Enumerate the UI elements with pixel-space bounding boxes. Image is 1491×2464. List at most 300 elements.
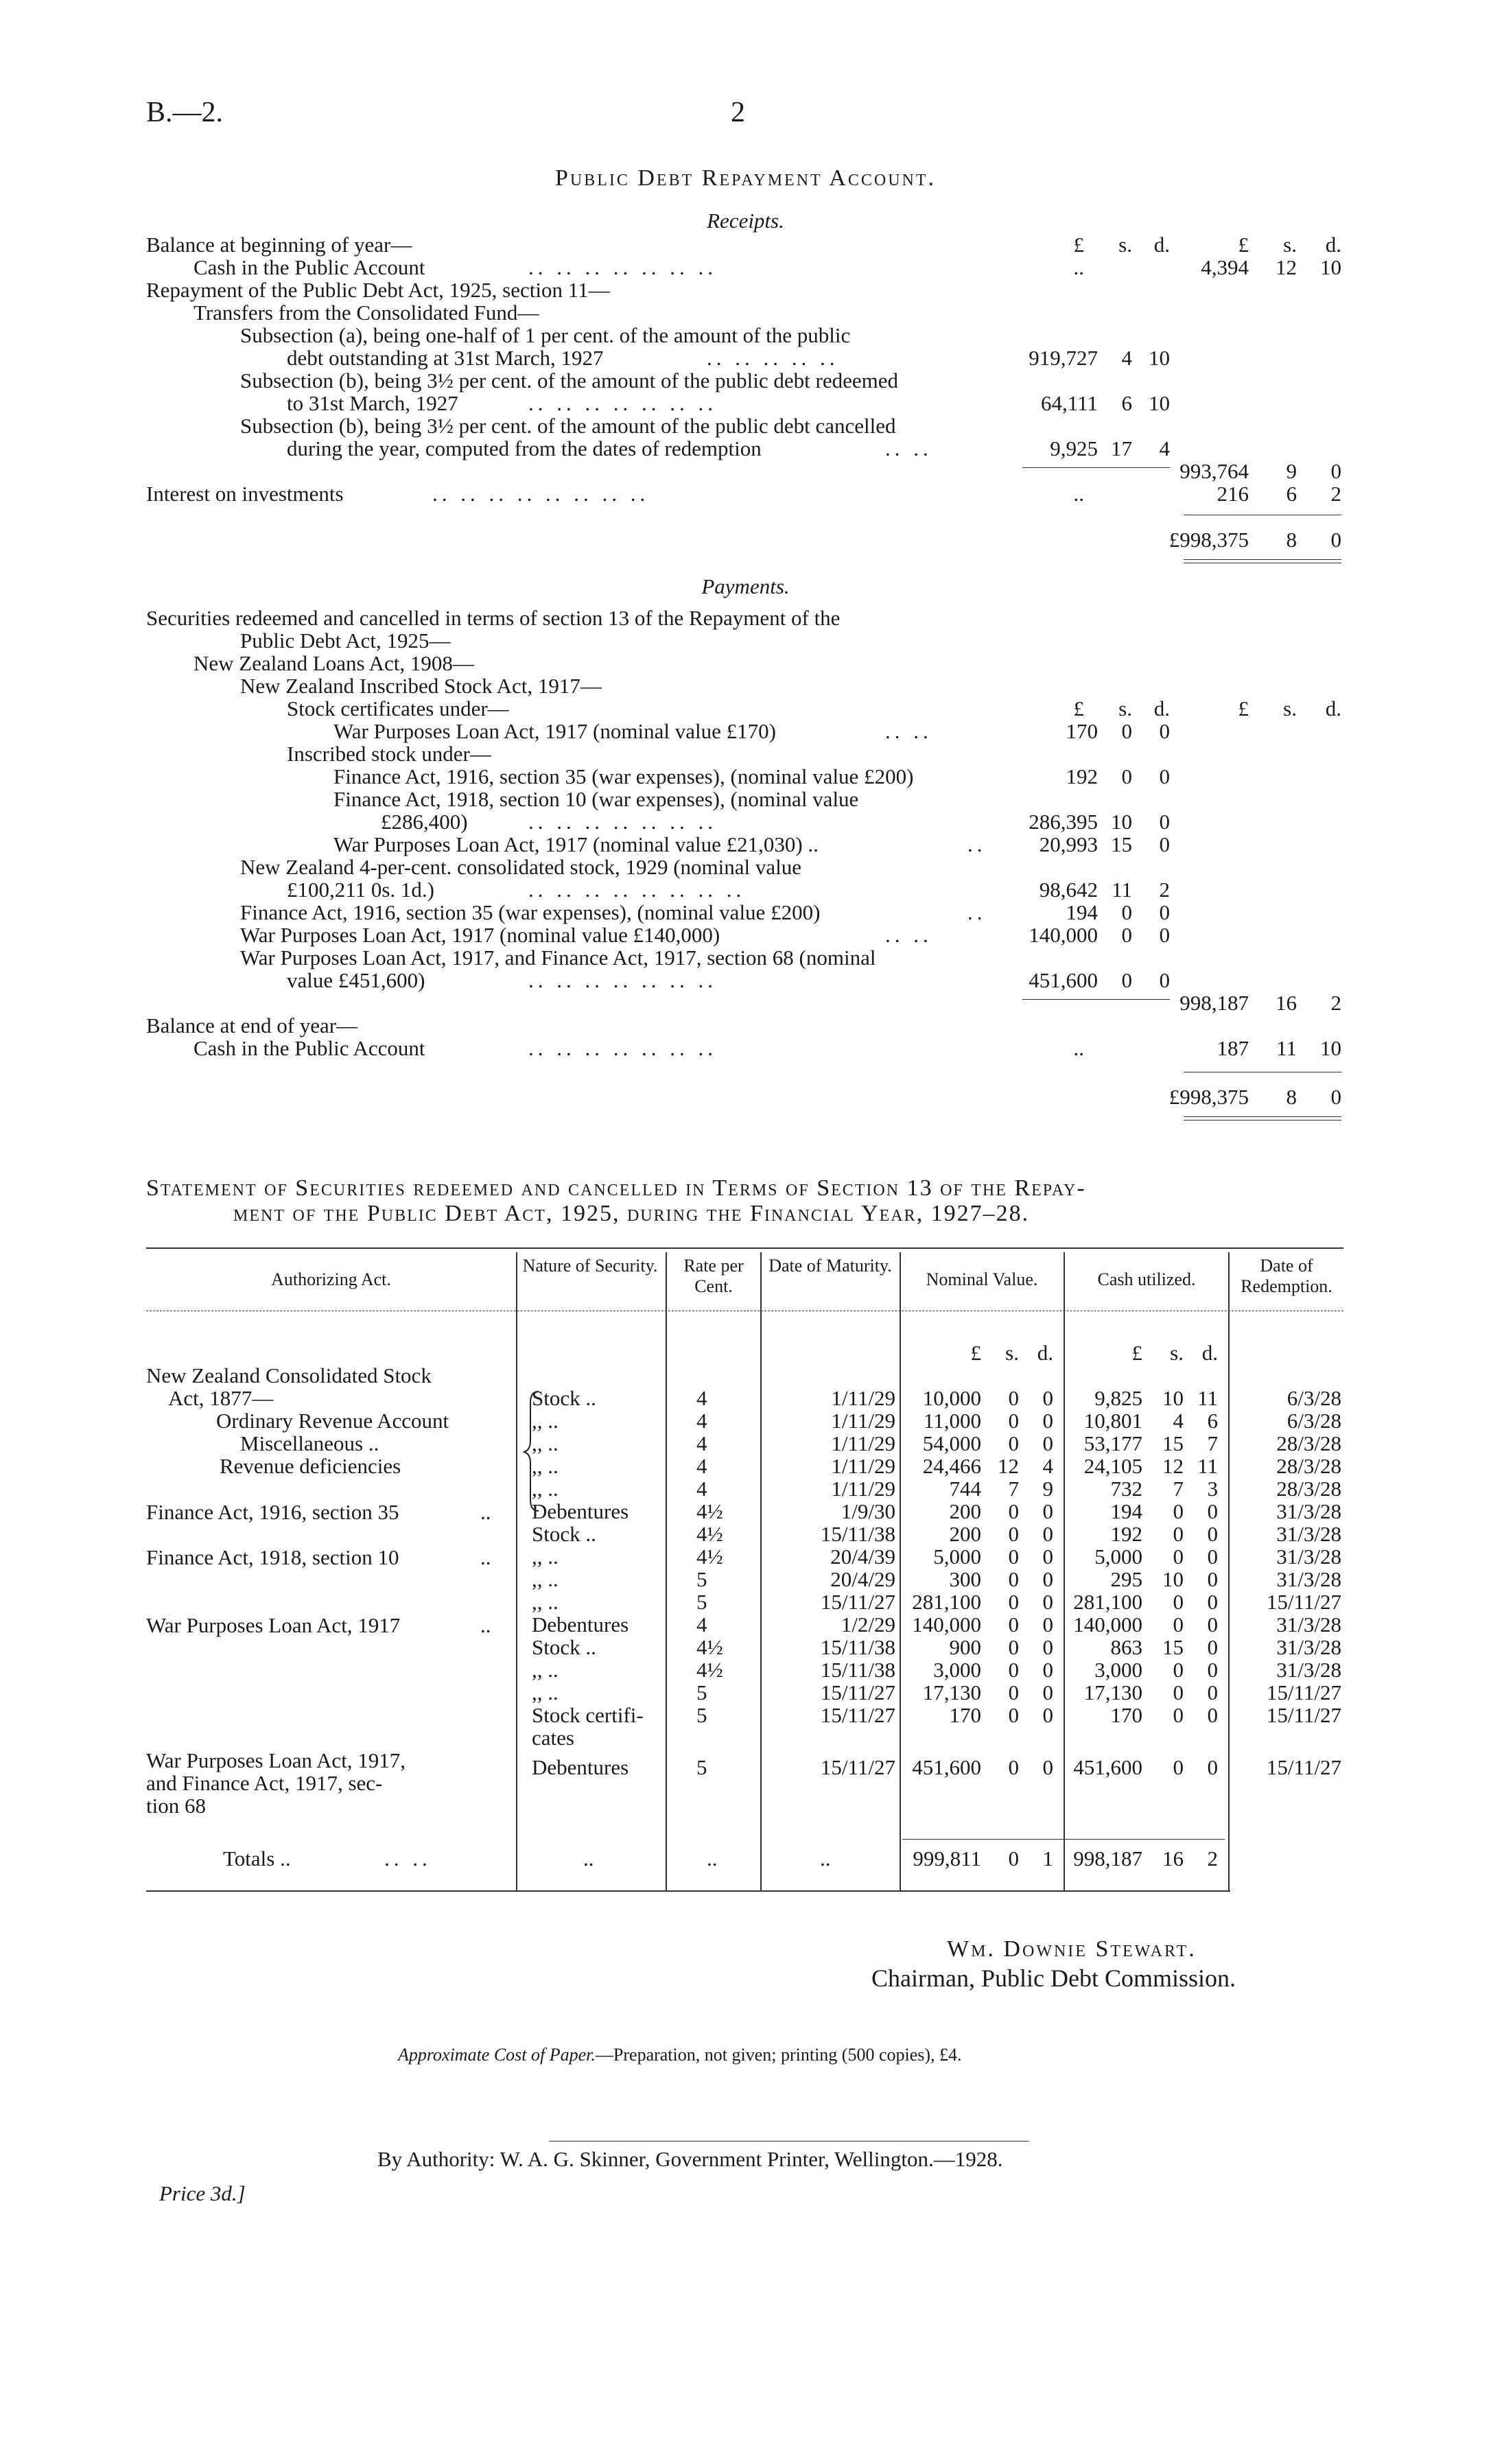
cell-nl: 140,000 xyxy=(912,1612,981,1636)
cell-cd: 11 xyxy=(1197,1386,1218,1410)
payment-line: Stock certificates under— xyxy=(287,696,509,720)
amount-pence: 2 xyxy=(1159,878,1170,902)
amount-pounds: 4,394 xyxy=(1201,255,1249,279)
cell-cs: 0 xyxy=(1173,1545,1184,1569)
cell-nl: 10,000 xyxy=(922,1386,981,1410)
total-nominal-pence: 1 xyxy=(1042,1846,1053,1870)
cell-nl: 3,000 xyxy=(933,1658,981,1682)
receipt-line: Transfers from the Consolidated Fund— xyxy=(193,301,539,325)
amount-pounds: 286,395 xyxy=(1029,810,1098,834)
payment-line: War Purposes Loan Act, 1917 (nominal value £140,000) xyxy=(240,923,720,947)
payments-heading: Payments. xyxy=(701,574,790,598)
leader-dots: .. xyxy=(1073,482,1084,506)
total-shillings: 8 xyxy=(1286,1085,1297,1109)
subtotal-rule xyxy=(1022,467,1170,468)
cell-red: 28/3/28 xyxy=(1276,1454,1341,1478)
cell-maturity: 1/11/29 xyxy=(831,1386,895,1410)
act-label: War Purposes Loan Act, 1917, xyxy=(146,1748,406,1772)
amount-shillings: 0 xyxy=(1121,968,1132,992)
leader-dots: .. .. .. .. .. .. .. xyxy=(528,968,717,992)
header-cash: Cash utilized. xyxy=(1097,1269,1196,1289)
cell-red: 28/3/28 xyxy=(1276,1431,1341,1455)
amount-pence: 10 xyxy=(1320,1036,1341,1060)
cell-rate: 4 xyxy=(696,1477,707,1501)
amount-pence: 0 xyxy=(1159,832,1170,856)
cell-nature: Stock .. xyxy=(532,1522,596,1546)
amount-pence: 0 xyxy=(1159,764,1170,788)
cell-maturity: 15/11/27 xyxy=(820,1590,895,1614)
cell-cs: 0 xyxy=(1173,1680,1184,1704)
cell-nature: ,, .. xyxy=(532,1477,559,1501)
total-pounds: £998,375 xyxy=(1169,528,1249,552)
cell-nd: 0 xyxy=(1042,1658,1053,1682)
col-head-shillings: s. xyxy=(1118,233,1132,257)
cell-cl: 281,100 xyxy=(1073,1590,1142,1614)
payment-line: War Purposes Loan Act, 1917 (nominal value £21,030) .. xyxy=(333,832,819,856)
amount-shillings: 4 xyxy=(1121,346,1132,370)
cell-cs: 4 xyxy=(1173,1409,1184,1433)
cell-nd: 0 xyxy=(1042,1522,1053,1546)
leader-dots: .. xyxy=(967,900,987,924)
cell-red: 31/3/28 xyxy=(1276,1635,1341,1659)
cell-maturity: 15/11/38 xyxy=(820,1522,895,1546)
cash-unit-pounds: £ xyxy=(1131,1341,1142,1365)
amount-pounds: 9,925 xyxy=(1050,436,1098,460)
amount-shillings: 6 xyxy=(1286,482,1297,506)
total-pence: 0 xyxy=(1330,1085,1341,1109)
cell-rate: 5 xyxy=(696,1680,707,1704)
cell-ns: 7 xyxy=(1008,1477,1019,1501)
payment-line: New Zealand Inscribed Stock Act, 1917— xyxy=(240,674,602,698)
cell-nd: 0 xyxy=(1042,1409,1053,1433)
cost-label: Approximate Cost of Paper. xyxy=(398,2045,596,2065)
cell-ns: 0 xyxy=(1008,1522,1019,1546)
cell-ns: 0 xyxy=(1008,1386,1019,1410)
leader-dots: .. .. .. .. .. xyxy=(707,346,839,370)
amount-pounds: 187 xyxy=(1217,1036,1249,1060)
total-cash-pounds: 998,187 xyxy=(1073,1846,1142,1870)
cell-nd: 0 xyxy=(1042,1612,1053,1636)
total-pounds: £998,375 xyxy=(1169,1085,1249,1109)
total-nominal-shillings: 0 xyxy=(1008,1846,1019,1870)
payment-line: Public Debt Act, 1925— xyxy=(240,629,451,653)
amount-shillings: 0 xyxy=(1121,764,1132,788)
cell-cd: 7 xyxy=(1207,1431,1218,1455)
cell-cd: 0 xyxy=(1207,1680,1218,1704)
cell-ns: 0 xyxy=(1008,1658,1019,1682)
column-divider xyxy=(1228,1252,1230,1890)
cell-cs: 0 xyxy=(1173,1612,1184,1636)
cell-ns: 0 xyxy=(1008,1635,1019,1659)
payment-line: War Purposes Loan Act, 1917 (nominal value £170) xyxy=(333,719,776,743)
cell-cl: 170 xyxy=(1110,1703,1142,1727)
amount-pounds: 98,642 xyxy=(1039,878,1098,902)
header-rate: Rate per Cent. xyxy=(683,1256,744,1296)
cell-maturity: 15/11/27 xyxy=(820,1680,895,1704)
act-label: tion 68 xyxy=(146,1794,206,1818)
payment-line: Cash in the Public Account xyxy=(193,1036,425,1060)
cell-cl: 53,177 xyxy=(1083,1431,1142,1455)
cell-maturity: 1/2/29 xyxy=(841,1612,895,1636)
amount-shillings: 0 xyxy=(1121,719,1132,743)
amount-shillings: 0 xyxy=(1121,923,1132,947)
cell-nl: 170 xyxy=(949,1703,981,1727)
amount-pounds: 919,727 xyxy=(1029,346,1098,370)
amount-pence: 0 xyxy=(1159,968,1170,992)
cell-nature: ,, .. xyxy=(532,1431,559,1455)
cell-red: 28/3/28 xyxy=(1276,1477,1341,1501)
amount-shillings: 15 xyxy=(1111,832,1132,856)
cell-cs: 15 xyxy=(1162,1635,1184,1659)
cell-maturity: 1/9/30 xyxy=(841,1499,895,1523)
cell-cd: 0 xyxy=(1207,1545,1218,1569)
cell-cs: 7 xyxy=(1173,1477,1184,1501)
authority-line: By Authority: W. A. G. Skinner, Government Printer, Wellington.—1928. xyxy=(377,2147,1003,2171)
cell-cd: 3 xyxy=(1207,1477,1218,1501)
act-label: New Zealand Consolidated Stock xyxy=(146,1363,432,1387)
amount-shillings: 17 xyxy=(1111,436,1132,460)
amount-pence: 0 xyxy=(1159,810,1170,834)
payment-line: value £451,600) xyxy=(287,968,425,992)
act-label: Finance Act, 1918, section 10 xyxy=(146,1545,399,1569)
cell-cs: 0 xyxy=(1173,1522,1184,1546)
cell-cd: 0 xyxy=(1207,1755,1218,1779)
cell-nature: Stock certifi- xyxy=(532,1703,644,1727)
cell-rate: 5 xyxy=(696,1755,707,1779)
cell-cl: 3,000 xyxy=(1094,1658,1142,1682)
cell-cl: 9,825 xyxy=(1094,1386,1142,1410)
cell-cl: 732 xyxy=(1110,1477,1142,1501)
footer-rule xyxy=(549,2141,1029,2142)
leader-dots: .. .. xyxy=(384,1846,432,1870)
cost-note xyxy=(398,2045,962,2065)
cell-ns: 0 xyxy=(1008,1545,1019,1569)
amount-shillings: 0 xyxy=(1121,900,1132,924)
cell-maturity: 15/11/27 xyxy=(820,1703,895,1727)
cell-nd: 9 xyxy=(1042,1477,1053,1501)
payment-line: Securities redeemed and cancelled in terms of section 13 of the Repayment of the xyxy=(146,606,841,630)
amount-pence: 0 xyxy=(1159,719,1170,743)
cell-nl: 5,000 xyxy=(933,1545,981,1569)
cell-red: 15/11/27 xyxy=(1266,1680,1341,1704)
amount-pounds: 451,600 xyxy=(1029,968,1098,992)
total-nominal-pounds: 999,811 xyxy=(913,1846,981,1870)
cell-rate: 4 xyxy=(696,1454,707,1478)
cell-nd: 0 xyxy=(1042,1590,1053,1614)
act-label: Ordinary Revenue Account xyxy=(216,1409,449,1433)
cell-ns: 0 xyxy=(1008,1567,1019,1591)
cell-maturity: 15/11/38 xyxy=(820,1635,895,1659)
totals-label: Totals .. xyxy=(223,1846,291,1870)
leader-dots: .. xyxy=(583,1846,594,1870)
cell-nd: 0 xyxy=(1042,1755,1053,1779)
cell-rate: 5 xyxy=(696,1703,707,1727)
cell-cd: 0 xyxy=(1207,1499,1218,1523)
cash-unit-pence: d. xyxy=(1201,1341,1218,1365)
receipt-line: Subsection (b), being 3½ per cent. of the amount of the public debt cancelled xyxy=(240,414,896,438)
cell-cl: 5,000 xyxy=(1094,1545,1142,1569)
cell-cs: 0 xyxy=(1173,1658,1184,1682)
cell-rate: 4½ xyxy=(696,1545,723,1569)
col-head-pence: d. xyxy=(1153,696,1170,720)
cell-nl: 11,000 xyxy=(923,1409,981,1433)
amount-pence: 2 xyxy=(1330,991,1341,1015)
payment-line: War Purposes Loan Act, 1917, and Finance Act, 1917, section 68 (nominal xyxy=(240,946,876,970)
cell-cl: 295 xyxy=(1110,1567,1142,1591)
cell-cs: 15 xyxy=(1162,1431,1184,1455)
cell-red: 31/3/28 xyxy=(1276,1522,1341,1546)
cell-nl: 200 xyxy=(949,1522,981,1546)
cell-rate: 4½ xyxy=(696,1635,723,1659)
totals-rule xyxy=(902,1839,1225,1840)
cell-red: 15/11/27 xyxy=(1266,1590,1341,1614)
cell-nature: ,, .. xyxy=(532,1545,559,1569)
header-nature: Nature of Security. xyxy=(522,1256,658,1276)
payment-line: Finance Act, 1918, section 10 (war expenses), (nominal value xyxy=(333,787,859,811)
document-reference: B.—2. xyxy=(146,97,224,128)
cell-maturity: 20/4/29 xyxy=(830,1567,895,1591)
leader-dots: .. .. .. .. .. .. .. xyxy=(528,1036,717,1060)
cell-nature: ,, .. xyxy=(532,1590,559,1614)
page-number: 2 xyxy=(731,97,745,128)
total-pence: 0 xyxy=(1330,528,1341,552)
payment-line: Inscribed stock under— xyxy=(287,742,491,766)
cell-cs: 0 xyxy=(1173,1499,1184,1523)
col-head-pounds-total: £ xyxy=(1238,696,1249,720)
amount-pounds: 216 xyxy=(1217,482,1249,506)
cell-rate: 5 xyxy=(696,1590,707,1614)
cell-nd: 0 xyxy=(1042,1431,1053,1455)
cell-red: 6/3/28 xyxy=(1287,1409,1341,1433)
receipt-line: Subsection (a), being one-half of 1 per cent. of the amount of the public xyxy=(240,323,851,347)
cell-nature: Debentures xyxy=(532,1755,629,1779)
receipt-line: Subsection (b), being 3½ per cent. of the amount of the public debt redeemed xyxy=(240,368,898,392)
col-head-pounds-total: £ xyxy=(1238,233,1249,257)
leader-dots: .. xyxy=(480,1613,491,1637)
amount-shillings: 10 xyxy=(1111,810,1132,834)
cell-ns: 0 xyxy=(1008,1612,1019,1636)
cell-nl: 17,130 xyxy=(922,1680,981,1704)
cell-maturity: 1/11/29 xyxy=(831,1477,895,1501)
cash-unit-shillings: s. xyxy=(1170,1341,1184,1365)
cell-rate: 4½ xyxy=(696,1658,723,1682)
cell-rate: 4 xyxy=(696,1612,707,1636)
cell-nl: 300 xyxy=(949,1567,981,1591)
leader-dots: .. .. xyxy=(885,719,932,743)
cell-nd: 0 xyxy=(1042,1499,1053,1523)
cell-nl: 54,000 xyxy=(922,1431,981,1455)
cell-cl: 140,000 xyxy=(1073,1612,1142,1636)
cell-maturity: 15/11/38 xyxy=(820,1658,895,1682)
cell-cs: 10 xyxy=(1162,1386,1184,1410)
cell-cd: 0 xyxy=(1207,1590,1218,1614)
cell-red: 31/3/28 xyxy=(1276,1612,1341,1636)
cell-rate: 4½ xyxy=(696,1499,723,1523)
cell-nature: ,, .. xyxy=(532,1567,559,1591)
subtotal-rule xyxy=(1022,999,1170,1000)
cell-red: 31/3/28 xyxy=(1276,1658,1341,1682)
cell-maturity: 1/11/29 xyxy=(831,1431,895,1455)
act-label: Finance Act, 1916, section 35 xyxy=(146,1500,399,1524)
cell-ns: 12 xyxy=(998,1454,1019,1478)
payment-line: Balance at end of year— xyxy=(146,1013,358,1037)
cell-nature: ,, .. xyxy=(532,1409,559,1433)
cell-ns: 0 xyxy=(1008,1680,1019,1704)
cell-cs: 0 xyxy=(1173,1703,1184,1727)
cell-nl: 451,600 xyxy=(912,1755,981,1779)
cell-nature: cates xyxy=(532,1726,574,1750)
receipt-line: Repayment of the Public Debt Act, 1925, section 11— xyxy=(146,278,610,302)
leader-dots: .. .. .. .. .. .. .. .. xyxy=(528,878,746,902)
cell-rate: 4 xyxy=(696,1431,707,1455)
leader-dots: .. xyxy=(820,1846,831,1870)
cell-cd: 11 xyxy=(1197,1454,1218,1478)
amount-pence: 10 xyxy=(1320,255,1341,279)
amount-pounds: 194 xyxy=(1066,900,1098,924)
act-label: Revenue deficiencies xyxy=(220,1454,401,1478)
cell-ns: 0 xyxy=(1008,1499,1019,1523)
cell-red: 15/11/27 xyxy=(1266,1703,1341,1727)
cell-red: 6/3/28 xyxy=(1287,1386,1341,1410)
amount-pounds: 998,187 xyxy=(1179,991,1249,1015)
cell-red: 15/11/27 xyxy=(1266,1755,1341,1779)
leader-dots: .. .. xyxy=(885,923,932,947)
cell-cd: 0 xyxy=(1207,1658,1218,1682)
leader-dots: .. .. xyxy=(885,436,932,460)
col-head-pounds: £ xyxy=(1073,696,1084,720)
cell-cs: 0 xyxy=(1173,1755,1184,1779)
act-label: War Purposes Loan Act, 1917 xyxy=(146,1613,401,1637)
cell-nd: 0 xyxy=(1042,1703,1053,1727)
cell-nd: 0 xyxy=(1042,1635,1053,1659)
payment-line: Finance Act, 1916, section 35 (war expenses), (nominal value £200) xyxy=(333,764,914,788)
amount-pence: 0 xyxy=(1330,459,1341,483)
col-head-pounds: £ xyxy=(1073,233,1084,257)
act-label: Act, 1877— xyxy=(168,1386,274,1410)
signature-title: Chairman, Public Debt Commission. xyxy=(871,1964,1236,1992)
cell-maturity: 15/11/27 xyxy=(820,1755,895,1779)
amount-pounds: 64,111 xyxy=(1041,391,1098,415)
cell-nd: 0 xyxy=(1042,1386,1053,1410)
col-head-pence-total: d. xyxy=(1325,696,1341,720)
nominal-unit-shillings: s. xyxy=(1005,1341,1019,1365)
cell-nl: 900 xyxy=(949,1635,981,1659)
cell-nature: Debentures xyxy=(532,1612,629,1636)
cell-cd: 0 xyxy=(1207,1567,1218,1591)
cell-ns: 0 xyxy=(1008,1409,1019,1433)
signature-name: Wm. Downie Stewart. xyxy=(947,1936,1197,1962)
header-redemption: Date of Redemption. xyxy=(1241,1256,1332,1296)
cell-cl: 194 xyxy=(1110,1499,1142,1523)
cell-cs: 10 xyxy=(1162,1567,1184,1591)
cell-cd: 0 xyxy=(1207,1612,1218,1636)
cell-red: 31/3/28 xyxy=(1276,1545,1341,1569)
leader-dots: .. xyxy=(480,1545,491,1569)
amount-shillings: 11 xyxy=(1276,1036,1297,1060)
cell-nd: 4 xyxy=(1042,1454,1053,1478)
amount-shillings: 9 xyxy=(1286,459,1297,483)
cell-red: 31/3/28 xyxy=(1276,1567,1341,1591)
total-cash-shillings: 16 xyxy=(1162,1846,1184,1870)
cell-rate: 4½ xyxy=(696,1522,723,1546)
leader-dots: .. .. .. .. .. .. .. xyxy=(528,255,717,279)
cell-nd: 0 xyxy=(1042,1680,1053,1704)
cell-nl: 24,466 xyxy=(922,1454,981,1478)
amount-pence: 2 xyxy=(1330,482,1341,506)
cell-cd: 0 xyxy=(1207,1703,1218,1727)
receipt-line: Cash in the Public Account xyxy=(193,255,425,279)
col-head-shillings-total: s. xyxy=(1283,233,1297,257)
cell-cl: 451,600 xyxy=(1073,1755,1142,1779)
cell-nature: ,, .. xyxy=(532,1454,559,1478)
cell-cl: 10,801 xyxy=(1083,1409,1142,1433)
cell-rate: 4 xyxy=(696,1409,707,1433)
cell-cd: 0 xyxy=(1207,1522,1218,1546)
receipt-line: to 31st March, 1927 xyxy=(287,391,458,415)
amount-pounds: 170 xyxy=(1066,719,1098,743)
column-divider xyxy=(516,1252,517,1890)
cell-maturity: 1/11/29 xyxy=(831,1454,895,1478)
payment-line: Finance Act, 1916, section 35 (war expenses), (nominal value £200) xyxy=(240,900,821,924)
cell-cl: 24,105 xyxy=(1083,1454,1142,1478)
amount-pence: 10 xyxy=(1149,391,1170,415)
cell-nl: 281,100 xyxy=(912,1590,981,1614)
amount-pounds: 20,993 xyxy=(1039,832,1098,856)
col-head-pence-total: d. xyxy=(1325,233,1341,257)
column-divider xyxy=(666,1252,667,1890)
receipt-line: during the year, computed from the dates of redemption xyxy=(287,436,762,460)
cell-rate: 4 xyxy=(696,1386,707,1410)
amount-shillings: 16 xyxy=(1276,991,1297,1015)
payment-line: £286,400) xyxy=(381,810,468,834)
receipts-heading: Receipts. xyxy=(707,209,784,233)
total-cash-pence: 2 xyxy=(1207,1846,1218,1870)
account-title: Public Debt Repayment Account. xyxy=(554,165,937,191)
cell-maturity: 20/4/39 xyxy=(830,1545,895,1569)
receipt-line: Interest on investments xyxy=(146,482,344,506)
cell-nature: Stock .. xyxy=(532,1386,596,1410)
receipt-line: Balance at beginning of year— xyxy=(146,233,412,257)
cell-cs: 12 xyxy=(1162,1454,1184,1478)
amount-shillings: 11 xyxy=(1112,878,1132,902)
statement-title-cont: ment of the Public Debt Act, 1925, during the Financial Year, 1927–28. xyxy=(233,1201,1030,1226)
leader-dots: .. xyxy=(707,1846,718,1870)
amount-pence: 4 xyxy=(1159,436,1170,460)
amount-pence: 0 xyxy=(1159,923,1170,947)
amount-shillings: 6 xyxy=(1121,391,1132,415)
cell-ns: 0 xyxy=(1008,1703,1019,1727)
cell-cd: 6 xyxy=(1207,1409,1218,1433)
leader-dots: .. .. .. .. .. .. .. .. xyxy=(432,482,650,506)
cell-nl: 200 xyxy=(949,1499,981,1523)
statement-title: Statement of Securities redeemed and cancelled in Terms of Section 13 of the Repay- xyxy=(146,1175,1086,1201)
col-head-pence: d. xyxy=(1153,233,1170,257)
cell-cd: 0 xyxy=(1207,1635,1218,1659)
cell-ns: 0 xyxy=(1008,1755,1019,1779)
cell-nature: ,, .. xyxy=(532,1680,559,1704)
col-head-shillings: s. xyxy=(1118,696,1132,720)
amount-shillings: 12 xyxy=(1276,255,1297,279)
cost-text: —Preparation, not given; printing (500 copies), £4. xyxy=(595,2045,962,2065)
cell-nature: ,, .. xyxy=(532,1658,559,1682)
cell-nature: Debentures xyxy=(532,1499,629,1523)
leader-dots: .. .. .. .. .. .. .. xyxy=(528,810,717,834)
cell-ns: 0 xyxy=(1008,1431,1019,1455)
cell-cl: 863 xyxy=(1110,1635,1142,1659)
nominal-unit-pence: d. xyxy=(1037,1341,1053,1365)
price: Price 3d.] xyxy=(159,2181,246,2205)
total-shillings: 8 xyxy=(1286,528,1297,552)
